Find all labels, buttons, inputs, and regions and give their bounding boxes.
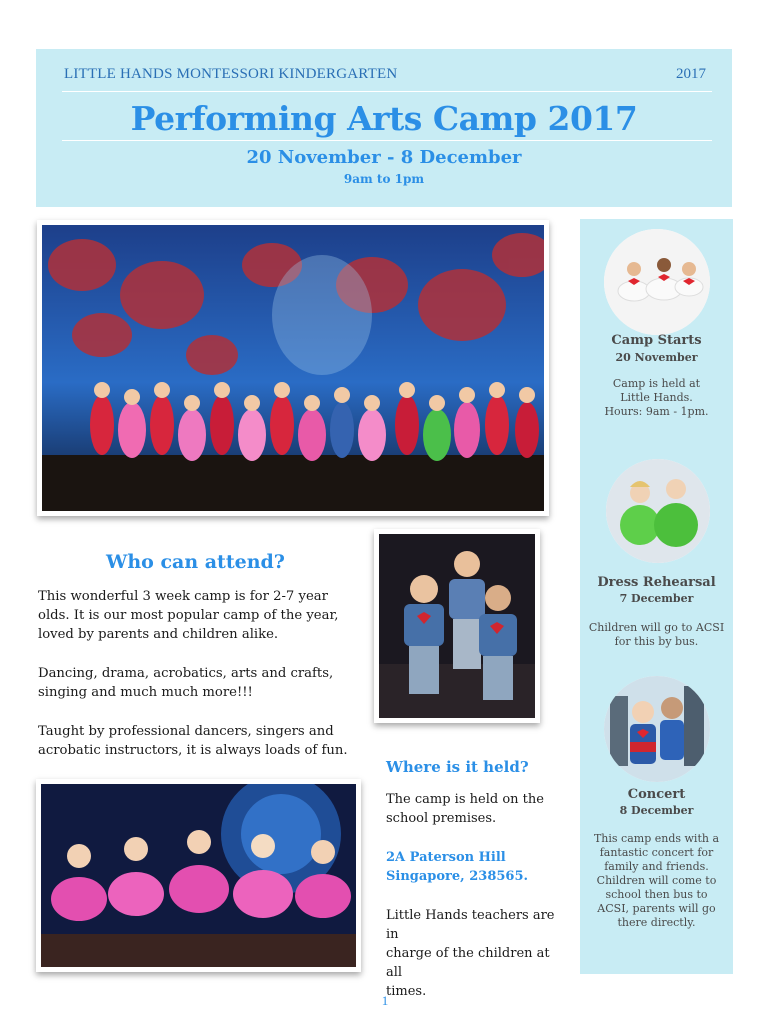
superman-boys-photo (374, 529, 540, 723)
sidebar-item-body-line: This camp ends with a (593, 832, 720, 845)
who-line: Dancing, drama, acrobatics, arts and crafts, (38, 666, 334, 681)
sidebar-item-date: 8 December (619, 804, 694, 817)
sidebar-item-date: 7 December (619, 592, 694, 605)
sidebar-item-body (586, 832, 727, 930)
stage-group-photo (37, 220, 549, 516)
where-line: school premises. (386, 811, 497, 826)
camp-dates: 20 November - 8 December (246, 147, 522, 168)
header-rule-top (62, 91, 712, 92)
where-line: The camp is held on the (386, 792, 544, 807)
dress-rehearsal-photo (606, 459, 710, 563)
sidebar-item-body-line: Children will go to ACSI (588, 621, 725, 634)
who-line: olds. It is our most popular camp of the year, (38, 608, 339, 623)
sidebar-item-date: 20 November (615, 351, 698, 364)
who-line: Taught by professional dancers, singers and (38, 724, 334, 739)
where-line: Little Hands teachers are in (386, 908, 555, 942)
sidebar-item-title: Dress Rehearsal (597, 575, 716, 590)
sidebar-item-body-line: Hours: 9am - 1pm. (604, 405, 709, 418)
who-paragraph (38, 587, 348, 644)
who-paragraph (38, 664, 348, 702)
where-note (386, 906, 566, 1001)
where-intro (386, 790, 566, 828)
sidebar-item-body-line: Children will come to (596, 874, 717, 887)
sidebar-item-body (586, 621, 727, 649)
where-line: charge of the children at all (386, 946, 550, 980)
sidebar-item-title: Concert (627, 787, 686, 802)
pink-dancers-photo (36, 779, 361, 972)
who-heading: Who can attend? (106, 551, 285, 573)
who-line: singing and much much more!!! (38, 685, 253, 700)
sidebar-item-body-line: ACSI, parents will go (597, 902, 716, 915)
address-line: 2A Paterson Hill (386, 850, 506, 865)
sidebar-item-body-line: school then bus to (605, 888, 708, 901)
page-number: 1 (381, 993, 389, 1008)
who-paragraph (38, 722, 348, 760)
sidebar-item-body (586, 377, 727, 419)
header-banner (36, 49, 732, 207)
header-rule-bottom (62, 140, 712, 141)
address-line: Singapore, 238565. (386, 869, 529, 884)
sidebar-item-body-line: Little Hands. (620, 391, 693, 404)
sidebar-item-title: Camp Starts (611, 333, 702, 348)
camp-starts-photo (604, 229, 710, 335)
who-line: acrobatic instructors, it is always loads of fun. (38, 743, 348, 758)
concert-photo (604, 676, 710, 782)
school-name: LITTLE HANDS MONTESSORI KINDERGARTEN (64, 66, 398, 82)
where-heading: Where is it held? (386, 758, 529, 776)
page-title: Performing Arts Camp 2017 (130, 99, 638, 138)
sidebar-item-body-line: family and friends. (604, 860, 709, 873)
address (386, 848, 566, 886)
header-year: 2017 (676, 66, 706, 82)
sidebar-item-body-line: Camp is held at (612, 377, 701, 390)
camp-hours: 9am to 1pm (343, 172, 425, 186)
sidebar-item-body-line: for this by bus. (614, 635, 699, 648)
events-sidebar (580, 219, 733, 974)
sidebar-item-body-line: fantastic concert for (599, 846, 714, 859)
sidebar-item-body-line: there directly. (617, 916, 696, 929)
who-line: loved by parents and children alike. (38, 627, 279, 642)
who-line: This wonderful 3 week camp is for 2-7 year (38, 589, 328, 604)
where-line: times. (386, 984, 427, 999)
